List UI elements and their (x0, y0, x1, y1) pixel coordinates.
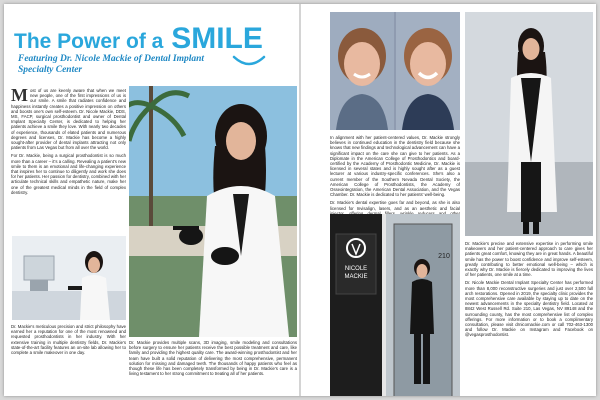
article-title (14, 22, 263, 56)
smile-curve-icon (232, 55, 266, 67)
lab-caption-text: Dr. Mackie's meticulous precision and strict philosophy have earned her a reputation for one of the most renowned and requested prosthodontists in her industry. With her extensive training in multiple dentistry fields, Dr. Mackie's state-of-the-art facility features an on-site lab allowing her to complete a smile makeover in one day. (11, 324, 126, 356)
intro-paragraph (11, 85, 126, 151)
dental-lab-photo (12, 236, 126, 320)
before-after-portraits (330, 12, 460, 130)
lab-scene-illustration (12, 236, 126, 320)
page-gutter (299, 4, 301, 396)
expertise-paragraph: Dr. Mackie's dental expertise goes far and beyond, as she is also licensed for Invisalign, lasers, and as an aesthetic and facial (330, 200, 460, 211)
doctor-hero-photo (129, 86, 297, 337)
clinic-info-paragraph: Dr. Nicole Mackie Dental Implant Specialty Center has performed more than 8,000 reconstructive surgeries and just over 2,500 full arch restorations. Opened in 2019, the specialty clinic provides the most comprehensive care available by staying up to date on the newest advancements in the specialty dentistry field. Located at 8842 West Russell Rd. Suite 210, Las Vegas, NV 89148 and the surrounding county, has the most comprehensive list of complex offerings. For more information or to book a complimentary consultation, please visit drnicomackie.com or call 702-463-1300 and follow Dr. Mackie on Instagram and Facebook on @vegasprosthodontist. (465, 280, 593, 338)
hero-caption (129, 340, 297, 379)
standing-portrait-illustration (465, 12, 593, 236)
suite-number: 210 (438, 253, 450, 260)
palm-background-illustration (129, 86, 297, 337)
emotional-wellbeing-paragraph: Dr. Mackie's precise and extensive expertise in performing smile makeovers and her patient-centered approach to care gives her patients great comfort, knowing they are in great hands. A beautiful smile has the power to boost confidence and improve self-esteem, greatly contributing to better emotional well-being – which is exactly why Dr. Mackie is fiercely dedicated to improving the lives of her patients, one smile at a time. (465, 241, 593, 278)
drop-cap: M (11, 85, 28, 105)
far-right-column-text (465, 241, 593, 341)
title-highlight: SMILE (171, 22, 263, 55)
before-portrait-photo (330, 12, 394, 130)
left-column-text (11, 85, 126, 198)
storefront-photo (330, 214, 460, 396)
magazine-spread (4, 4, 596, 396)
intro-paragraph-text: ost of us are keenly aware that when we meet new people, one of the first impressions of us is our smile. A smile that radiates confidence and happiness instantly creates a positive impression on others and boosts one's own self-esteem. Dr. Nicole Mackie, DDS, MS, FACP, surgical prosthodontist and owner of Dental Implant Specialty Center, is dedicated to helping her patients achieve a smile they love. With nearly two decades of experience, thousands of elated patients and numerous degrees and licenses, Dr. Mackie has become a highly sought-after provider of dental implants attracting not only patients from Las Vegas but from all over the world. (11, 88, 126, 151)
education-paragraph: In alignment with her patient-centered values, Dr. Mackie strongly believes in continued education in the dentistry field because she knows that new findings and technological advancement can have a significant impact on the care she can give to her patients. As a Diplomate in the American College of Prosthodontics and board-certified by the Academy of Prosthodontic Medicine, Dr. Mackie is licensed in several states and is highly sought after as a guest lecturer at various industry-specific conferences. She's also a current member of the Southern Nevada Dental Society, the American College of Prosthodontists, the Academy of Osseointegration, the American Dental Association, and the Vegas Chamber. Dr. Mackie is dedicated to her patients' well-being. (330, 135, 460, 198)
sign-text-line-2: MACKIE (344, 274, 368, 280)
title-prefix: The Power of a (14, 30, 164, 53)
calling-paragraph: For Dr. Mackie, being a surgical prosthodontist is so much more than a career – it's a calling. Revealing a patient's new smile to them is an emotional and life-changing experience that inspires her to continue to diligently and work she does for her patients. Her passion for dentistry, combined with her articulate technical skills and empathetic nature, make her one of the greatest medical minds in the field of complex dentistry. (11, 153, 126, 195)
article-subtitle: Featuring Dr. Nicole Mackie of Dental Implant Specialty Center (18, 54, 205, 75)
storefront-illustration (330, 214, 460, 396)
after-portrait-illustration (396, 12, 460, 130)
lab-caption (11, 324, 126, 358)
sign-text-line-1: NICOLE (344, 266, 368, 272)
hero-caption-text: Dr. Mackie provides multiple scans, 3D imaging, smile modeling and consultations before surgery to ensure her patients receive the best possible treatment and care, like family and providing the highest quality care. The award-winning prosthodontist and her team have built a solid reputation of delivering the most comprehensive, permanent solution for missing and damaged teeth. The thousands of happy patients who feel as though these life has been completely transformed by being in Dr. Mackie's care is a living testament to her strong commitment to treating all of her patients. (129, 340, 297, 377)
before-portrait-illustration (330, 12, 394, 130)
doctor-standing-photo (465, 12, 593, 236)
after-portrait-photo (396, 12, 460, 130)
